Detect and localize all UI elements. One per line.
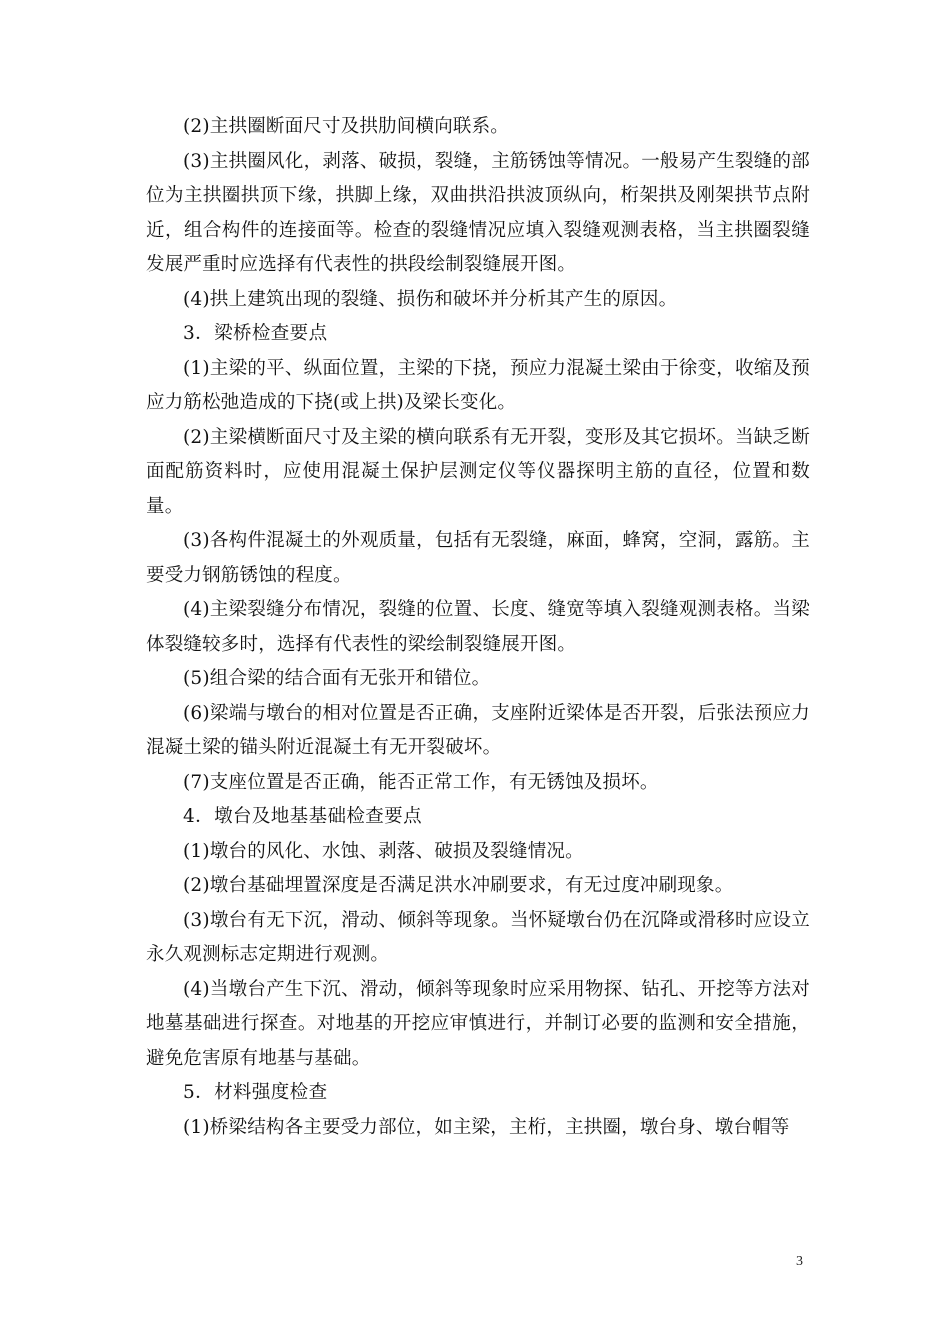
- paragraph-beam-end: (6)梁端与墩台的相对位置是否正确，支座附近梁体是否开裂，后张法预应力混凝土梁的锚头附近混凝土有无开裂破坏。: [146, 702, 810, 758]
- paragraph-bearing: (7)支座位置是否正确，能否正常工作，有无锈蚀及损坏。: [183, 771, 659, 793]
- section-heading-beam-bridge: 3．梁桥检查要点: [183, 323, 328, 344]
- paragraph-main-members: (1)桥梁结构各主要受力部位，如主梁，主桁，主拱圈，墩台身、墩台帽等: [183, 1116, 790, 1138]
- paragraph-arch-section-dimensions: (2)主拱圈断面尺寸及拱肋间横向联系。: [183, 116, 510, 137]
- paragraph-beam-cracks: (4)主梁裂缝分布情况，裂缝的位置、长度、缝宽等填入裂缝观测表格。当梁体裂缝较多时，选择有代表性的梁绘制裂缝展开图。: [146, 599, 810, 655]
- paragraph-pier-scour: (2)墩台基础埋置深度是否满足洪水冲刷要求，有无过度冲刷现象。: [183, 875, 734, 896]
- paragraph-beam-position: (1)主梁的平、纵面位置，主梁的下挠，预应力混凝土梁由于徐变，收缩及预应力筋松弛造成的下挠(或上拱)及梁长变化。: [146, 357, 810, 413]
- section-heading-pier-foundation: 4．墩台及地基基础检查要点: [183, 806, 422, 827]
- section-heading-material-strength: 5．材料强度检查: [183, 1082, 328, 1103]
- page-number: 3: [796, 1254, 803, 1269]
- paragraph-beam-cross-section: (2)主梁横断面尺寸及主梁的横向联系有无开裂，变形及其它损坏。当缺乏断面配筋资料时，应使用混凝土保护层测定仪等仪器探明主筋的直径，位置和数量。: [146, 426, 810, 517]
- paragraph-composite-beam: (5)组合梁的结合面有无张开和错位。: [183, 668, 491, 689]
- paragraph-pier-settlement: (3)墩台有无下沉，滑动、倾斜等现象。当怀疑墩台仍在沉降或滑移时应设立永久观测标志定期进行观测。: [146, 909, 810, 965]
- paragraph-foundation-exploration: (4)当墩台产生下沉、滑动，倾斜等现象时应采用物探、钻孔、开挖等方法对地墓基础进行探查。对地基的开挖应审慎进行，并制订必要的监测和安全措施，避免危害原有地基与基础。: [146, 978, 810, 1069]
- paragraph-arch-weathering-cracks: (3)主拱圈风化，剥落、破损，裂缝，主筋锈蚀等情况。一般易产生裂缝的部位为主拱圈拱顶下缘，拱脚上缘，双曲拱沿拱波顶纵向，桁架拱及刚架拱节点附近，组合构件的连接面等。检查的裂缝情况应填入裂缝观测表格，当主拱圈裂缝发展严重时应选择有代表性的拱段绘制裂缝展开图。: [146, 150, 810, 275]
- paragraph-concrete-quality: (3)各构件混凝土的外观质量，包括有无裂缝，麻面，蜂窝，空洞，露筋。主要受力钢筋锈蚀的程度。: [146, 530, 810, 586]
- paragraph-pier-weathering: (1)墩台的风化、水蚀、剥落、破损及裂缝情况。: [183, 840, 584, 862]
- page-body: [146, 110, 810, 1145]
- paragraph-arch-superstructure: (4)拱上建筑出现的裂缝、损伤和破坏并分析其产生的原因。: [183, 288, 678, 310]
